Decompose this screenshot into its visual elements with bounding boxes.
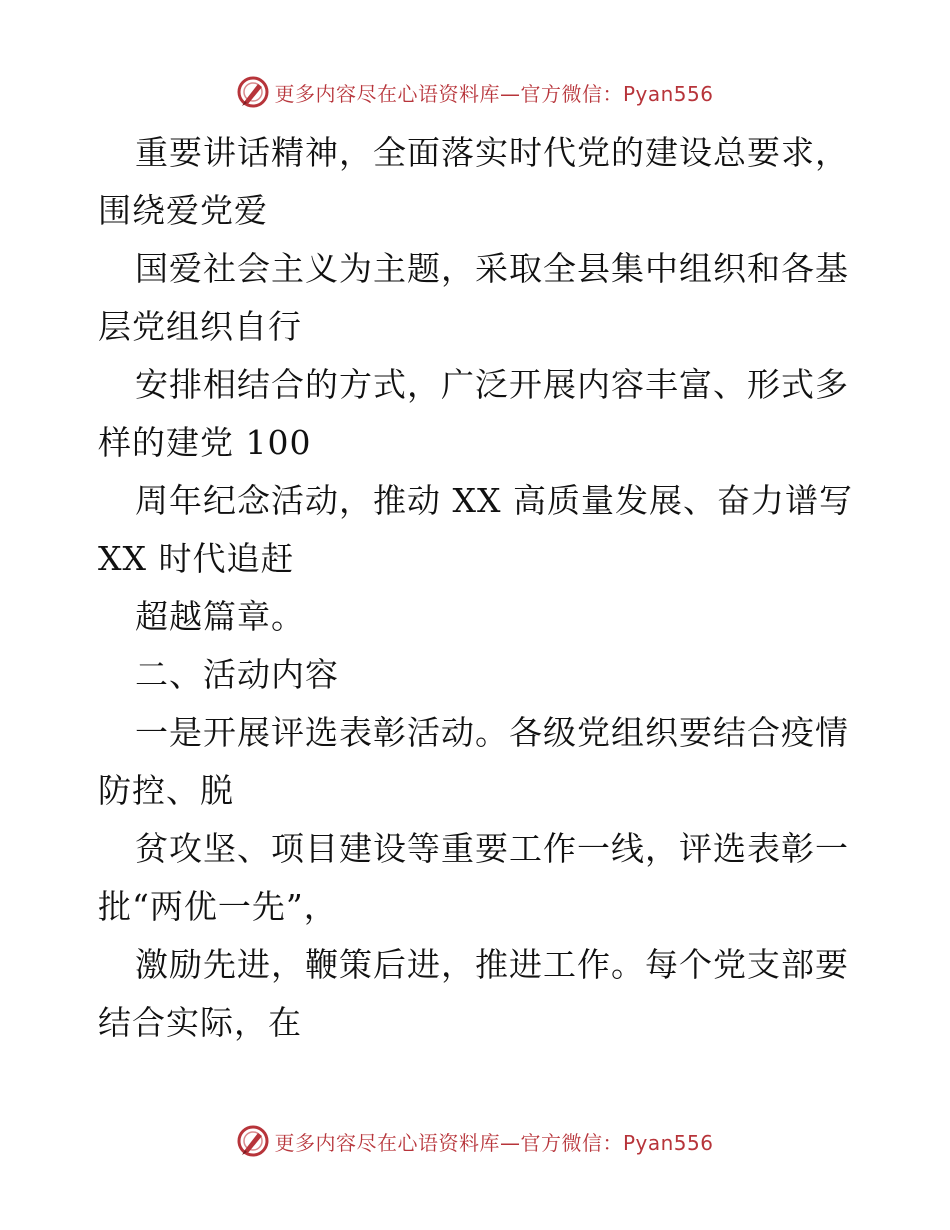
document-body: [98, 124, 858, 1052]
paragraph-line: 国爱社会主义为主题，采取全县集中组织和各基: [135, 249, 849, 288]
paragraph-line: 批“两优一先”，: [98, 887, 338, 926]
paragraph-line: 防控、脱: [98, 771, 234, 810]
paragraph-line: 结合实际，在: [98, 1003, 302, 1042]
paragraph-line: 围绕爱党爱: [98, 191, 268, 230]
paragraph-line: 周年纪念活动，推动 XX 高质量发展、奋力谱写: [135, 481, 853, 520]
paragraph-line: 一是开展评选表彰活动。各级党组织要结合疫情: [135, 713, 849, 752]
header-watermark: [0, 72, 950, 112]
watermark-text: 更多内容尽在心语资料库—官方微信：Pyan556: [274, 1130, 714, 1155]
paragraph-line: 激励先进，鞭策后进，推进工作。每个党支部要: [135, 945, 849, 984]
paragraph-line: 贫攻坚、项目建设等重要工作一线，评选表彰一: [135, 829, 849, 868]
footer-watermark: [0, 1121, 950, 1161]
paragraph-line: 层党组织自行: [98, 307, 302, 346]
quill-pen-logo-icon: [236, 75, 270, 109]
section-heading: 二、活动内容: [135, 655, 339, 694]
watermark-text: 更多内容尽在心语资料库—官方微信：Pyan556: [274, 81, 714, 106]
paragraph-line: 超越篇章。: [135, 597, 305, 636]
quill-pen-logo-icon: [236, 1124, 270, 1158]
paragraph-line: 样的建党 100: [98, 423, 312, 462]
paragraph-line: 重要讲话精神，全面落实时代党的建设总要求，: [135, 133, 849, 172]
paragraph-line: 安排相结合的方式，广泛开展内容丰富、形式多: [135, 365, 849, 404]
paragraph-line: XX 时代追赶: [98, 539, 295, 578]
